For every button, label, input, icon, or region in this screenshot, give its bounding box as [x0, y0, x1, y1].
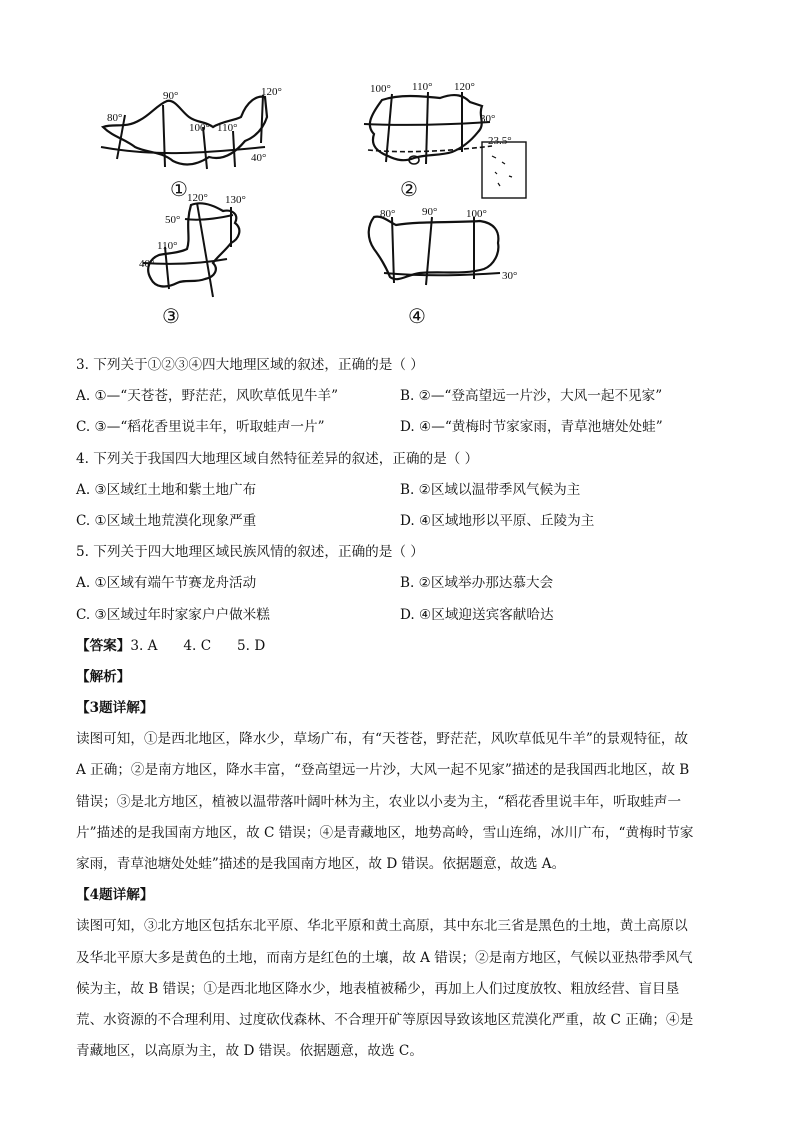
map-3-deg-4: 40° — [139, 258, 155, 270]
detail-4-line-4: 荒、水资源的不合理利用、过度砍伐森林、不合理开矿等原因导致该地区荒漠化严重，故 C 正确；④是 — [76, 1011, 694, 1028]
analysis-label: 【解析】 — [76, 668, 131, 685]
map-1-deg-4: 120° — [261, 86, 282, 98]
detail-4-line-3: 候为主，故 B 错误；①是西北地区降水少，地表植被稀少，再加上人们过度放牧、粗放经营、盲目垦 — [76, 980, 680, 997]
detail-4-line-5: 青藏地区，以高原为主，故 D 错误。依据题意，故选 C。 — [76, 1043, 423, 1060]
question-5-options-row-1 — [76, 568, 726, 599]
question-4-option-c: C. ①区域土地荒漠化现象严重 — [76, 512, 257, 529]
map-1-outline — [95, 87, 285, 177]
map-1-deg-3: 110° — [217, 122, 238, 134]
detail-3-line-4: 片”描述的是我国南方地区，故 C 错误；④是青藏地区，地势高岭，雪山连绵，冰川广布，“黄梅时节家 — [76, 824, 694, 841]
question-5-option-a: A. ①区域有端午节赛龙舟活动 — [76, 575, 257, 592]
question-3-options-row-1 — [76, 381, 726, 412]
detail-3-line-1: 读图可知，①是西北地区，降水少，草场广布，有“天苍苍，野茫茫，风吹草低见牛羊”的景观特征，故 — [76, 731, 689, 748]
map-4-number: ④ — [408, 304, 426, 328]
question-5-options-row-2 — [76, 600, 726, 631]
detail-4-line-2: 及华北平原大多是黄色的土地，而南方是红色的土壤，故 A 错误；②是南方地区，气候以亚热带季风气 — [76, 949, 693, 966]
map-4 — [360, 207, 540, 301]
map-2-deg-0: 100° — [370, 83, 391, 95]
question-3-option-a: A. ①—“天苍苍，野茫茫，风吹草低见牛羊” — [76, 388, 339, 405]
map-4-deg-3: 30° — [502, 270, 518, 282]
region-maps — [90, 82, 540, 332]
question-4-stem: 4. 下列关于我国四大地理区域自然特征差异的叙述，正确的是（ ） — [76, 450, 479, 467]
map-2-deg-1: 110° — [412, 81, 433, 93]
detail-4-label: 【4题详解】 — [76, 887, 154, 904]
question-5-option-d: D. ④区域迎送宾客献哈达 — [400, 606, 554, 623]
map-3-number: ③ — [162, 304, 180, 328]
question-4-option-d: D. ④区域地形以平原、丘陵为主 — [400, 512, 595, 529]
map-3-deg-2: 50° — [165, 214, 181, 226]
question-4-options-row-2 — [76, 506, 726, 537]
map-2 — [360, 82, 540, 206]
map-1-number: ① — [170, 177, 188, 201]
question-4-options-row-1 — [76, 475, 726, 506]
map-1 — [95, 87, 285, 181]
map-2-number: ② — [400, 177, 418, 201]
question-4-option-b: B. ②区域以温带季风气候为主 — [400, 481, 581, 498]
answer-value: 3. A 4. C 5. D — [130, 637, 266, 654]
map-1-deg-1: 90° — [163, 90, 179, 102]
answer-label: 【答案】 — [76, 637, 131, 654]
question-3-option-d: D. ④—“黄梅时节家家雨，青草池塘处处蛙” — [400, 419, 663, 436]
map-2-deg-2: 120° — [454, 81, 475, 93]
map-2-deg-3: 30° — [480, 113, 496, 125]
map-3-deg-1: 130° — [225, 194, 246, 206]
map-4-deg-0: 80° — [380, 208, 396, 220]
question-5-option-b: B. ②区域举办那达慕大会 — [400, 575, 554, 592]
map-1-deg-2: 100° — [189, 122, 210, 134]
detail-3-line-3: 错误；③是北方地区，植被以温带落叶阔叶林为主，农业以小麦为主，“稻花香里说丰年，听取蛙声一 — [76, 793, 682, 810]
answer-line — [76, 631, 726, 662]
question-3-options-row-2 — [76, 412, 726, 443]
map-3-outline — [135, 192, 265, 302]
question-4-option-a: A. ③区域红土地和紫土地广布 — [76, 481, 257, 498]
question-section — [76, 350, 726, 1067]
detail-3-label: 【3题详解】 — [76, 700, 154, 717]
map-3-deg-0: 120° — [187, 192, 208, 204]
question-3-stem: 3. 下列关于①②③④四大地理区域的叙述，正确的是（ ） — [76, 357, 424, 373]
map-4-deg-1: 90° — [422, 206, 438, 218]
map-2-deg-4: 23.5° — [488, 135, 512, 147]
question-3-option-b: B. ②—“登高望远一片沙，大风一起不见家” — [400, 388, 663, 405]
detail-3-line-5: 家雨，青草池塘处处蛙”描述的是我国南方地区，故 D 错误。依据题意，故选 A。 — [76, 856, 566, 872]
question-3-option-c: C. ③—“稻花香里说丰年，听取蛙声一片” — [76, 419, 325, 436]
question-5-option-c: C. ③区域过年时家家户户做米糕 — [76, 606, 270, 623]
map-3-deg-3: 110° — [157, 240, 178, 252]
map-4-outline — [360, 207, 540, 297]
detail-4-line-1: 读图可知，③北方地区包括东北平原、华北平原和黄土高原，其中东北三省是黑色的土地，黄土高原以 — [76, 918, 688, 935]
map-3 — [135, 192, 265, 306]
map-1-deg-5: 40° — [251, 152, 267, 164]
map-4-deg-2: 100° — [466, 208, 487, 220]
map-1-deg-0: 80° — [107, 112, 123, 124]
map-2-outline — [360, 82, 540, 202]
detail-3-line-2: A 正确；②是南方地区，降水丰富，“登高望远一片沙，大风一起不见家”描述的是我国西北地区，故 B — [76, 762, 690, 779]
question-5-stem: 5. 下列关于四大地理区域民族风情的叙述，正确的是（ ） — [76, 544, 424, 561]
